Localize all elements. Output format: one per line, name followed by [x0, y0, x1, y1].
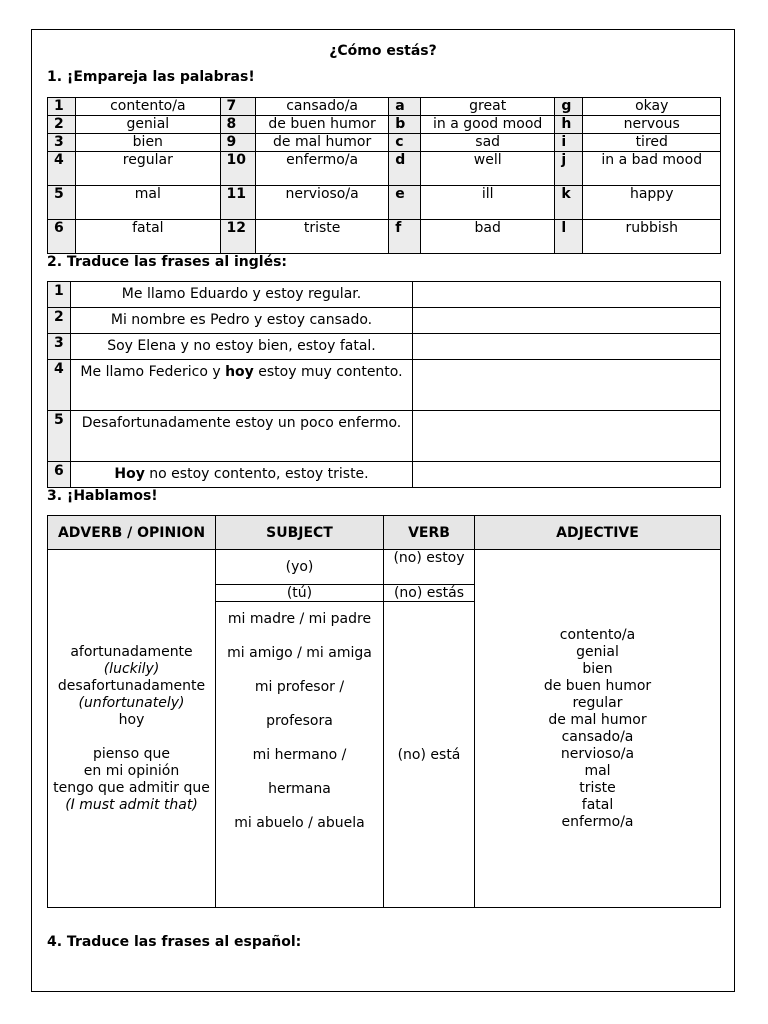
header-subject: SUBJECT [216, 516, 384, 550]
section4-heading: 4. Traduce las frases al español: [47, 934, 302, 950]
sentence-text: estoy muy contento. [253, 364, 403, 380]
english-word: in a good mood [421, 116, 555, 134]
subject-item: mi hermano / hermana [252, 747, 347, 797]
english-word: bad [421, 220, 555, 254]
sentence-bold: Hoy [114, 466, 145, 482]
section1-heading: 1. ¡Empareja las palabras! [47, 69, 255, 85]
spanish-number: 4 [48, 152, 76, 186]
header-verb: VERB [384, 516, 475, 550]
page-title: ¿Cómo estás? [329, 43, 437, 59]
english-letter: i [555, 134, 583, 152]
adjective-item: contento/a [559, 626, 636, 643]
subject-item: mi abuelo / abuela [234, 815, 365, 831]
answer-cell[interactable] [413, 334, 721, 360]
header-adverb: ADVERB / OPINION [48, 516, 216, 550]
adverb-item: en mi opinión [83, 762, 180, 779]
spanish-word: genial [76, 116, 220, 134]
spanish-word: nervioso/a [256, 186, 389, 220]
english-letter: a [389, 98, 421, 116]
english-letter: e [389, 186, 421, 220]
spanish-number: 10 [220, 152, 255, 186]
matching-row [48, 116, 721, 134]
spanish-word: mal [76, 186, 220, 220]
sentence-text: Desafortunadamente estoy un poco enfermo. [81, 415, 402, 431]
english-letter: h [555, 116, 583, 134]
verb-third: (no) está [384, 602, 475, 908]
translation-row [48, 282, 721, 308]
answer-cell[interactable] [413, 411, 721, 462]
answer-cell[interactable] [413, 360, 721, 411]
translation-row [48, 334, 721, 360]
matching-row [48, 134, 721, 152]
adjective-item: de buen humor [543, 677, 652, 694]
spanish-word: triste [256, 220, 389, 254]
sentence-number: 3 [48, 334, 71, 360]
verb-yo: (no) estoy [384, 550, 475, 585]
english-letter: g [555, 98, 583, 116]
sentence-number: 1 [48, 282, 71, 308]
spanish-word: de mal humor [256, 134, 389, 152]
english-letter: d [389, 152, 421, 186]
translation-row [48, 462, 721, 488]
sentence-number: 4 [48, 360, 71, 411]
adjective-item: cansado/a [561, 728, 634, 745]
spanish-sentence [71, 334, 413, 360]
adverb-item: (I must admit that) [65, 796, 198, 813]
spanish-word: bien [76, 134, 220, 152]
adverb-item: pienso que [93, 745, 170, 762]
adjective-list [475, 550, 721, 908]
spanish-number: 5 [48, 186, 76, 220]
subject-tu: (tú) [216, 585, 384, 602]
spanish-number: 3 [48, 134, 76, 152]
spanish-word: de buen humor [256, 116, 389, 134]
subject-yo: (yo) [216, 550, 384, 585]
english-letter: f [389, 220, 421, 254]
english-word: nervous [583, 116, 721, 134]
sentence-number: 2 [48, 308, 71, 334]
subject-third-list [216, 602, 384, 908]
adverb-item: (luckily) [103, 660, 160, 677]
spanish-number: 8 [220, 116, 255, 134]
spanish-number: 6 [48, 220, 76, 254]
english-letter: b [389, 116, 421, 134]
spanish-word: regular [76, 152, 220, 186]
verb-tu: (no) estás [384, 585, 475, 602]
sentence-text: Me llamo Eduardo y estoy regular. [121, 286, 362, 302]
answer-cell[interactable] [413, 282, 721, 308]
adverb-item: hoy [118, 711, 145, 728]
adjective-item: mal [584, 762, 611, 779]
spanish-sentence [71, 308, 413, 334]
english-word: happy [583, 186, 721, 220]
worksheet-page [31, 29, 735, 992]
matching-row [48, 98, 721, 116]
subject-item: mi profesor / profesora [254, 679, 345, 729]
matching-table [47, 97, 721, 254]
answer-cell[interactable] [413, 308, 721, 334]
english-word: ill [421, 186, 555, 220]
english-word: okay [583, 98, 721, 116]
spanish-number: 1 [48, 98, 76, 116]
matching-row [48, 152, 721, 186]
sentence-number: 6 [48, 462, 71, 488]
spanish-number: 2 [48, 116, 76, 134]
sentence-bold: hoy [225, 364, 254, 380]
adjective-item: enfermo/a [561, 813, 634, 830]
adverb-item: (unfortunately) [78, 694, 185, 711]
adjective-item: nervioso/a [560, 745, 635, 762]
adjective-item: regular [572, 694, 623, 711]
adjective-item: genial [576, 643, 619, 660]
spanish-number: 11 [220, 186, 255, 220]
sentence-text: Soy Elena y no estoy bien, estoy fatal. [107, 338, 376, 354]
english-letter: j [555, 152, 583, 186]
spanish-sentence [71, 282, 413, 308]
section2-heading: 2. Traduce las frases al inglés: [47, 254, 288, 270]
english-letter: k [555, 186, 583, 220]
adverb-item [48, 729, 215, 746]
spanish-word: fatal [76, 220, 220, 254]
spanish-word: cansado/a [256, 98, 389, 116]
english-word: great [421, 98, 555, 116]
spanish-number: 7 [220, 98, 255, 116]
translation-row [48, 411, 721, 462]
translation-table [47, 281, 721, 488]
english-word: rubbish [583, 220, 721, 254]
adjective-item: de mal humor [548, 711, 647, 728]
sentence-text: Me llamo Federico y [80, 364, 226, 380]
matching-row [48, 186, 721, 220]
spanish-number: 9 [220, 134, 255, 152]
translation-row [48, 360, 721, 411]
english-word: tired [583, 134, 721, 152]
spanish-sentence [71, 462, 413, 488]
spanish-sentence [71, 411, 413, 462]
subject-item: mi madre / mi padre [227, 611, 372, 627]
english-letter: c [389, 134, 421, 152]
adverb-item: afortunadamente [70, 643, 193, 660]
sentence-text: no estoy contento, estoy triste. [144, 466, 369, 482]
header-adjective: ADJECTIVE [475, 516, 721, 550]
spanish-word: contento/a [76, 98, 220, 116]
adjective-item: bien [582, 660, 613, 677]
spanish-number: 12 [220, 220, 255, 254]
adjective-item: fatal [581, 796, 614, 813]
answer-cell[interactable] [413, 462, 721, 488]
section3-heading: 3. ¡Hablamos! [47, 488, 158, 504]
english-word: sad [421, 134, 555, 152]
adverb-item: desafortunadamente [57, 677, 206, 694]
english-word: well [421, 152, 555, 186]
matching-row [48, 220, 721, 254]
english-letter: l [555, 220, 583, 254]
english-word: in a bad mood [583, 152, 721, 186]
adverb-item: tengo que admitir que [53, 779, 210, 796]
spanish-sentence [71, 360, 413, 411]
sentence-number: 5 [48, 411, 71, 462]
translation-row [48, 308, 721, 334]
adjective-item: triste [579, 779, 616, 796]
spanish-word: enfermo/a [256, 152, 389, 186]
subject-item: mi amigo / mi amiga [227, 645, 372, 661]
adverb-list [48, 550, 216, 908]
sentence-text: Mi nombre es Pedro y estoy cansado. [110, 312, 373, 328]
sentence-builder-table [47, 515, 721, 908]
